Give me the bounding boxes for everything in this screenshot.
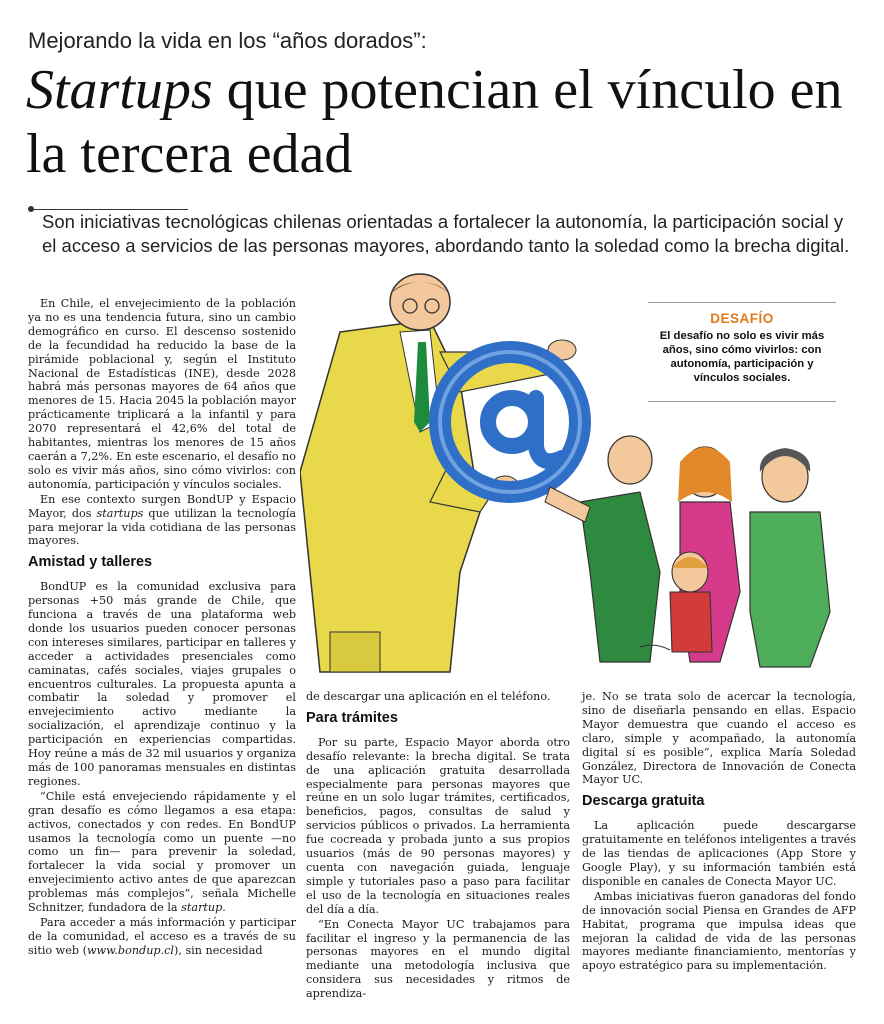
elderly-woman-figure [750,448,830,667]
text-run: En ese contexto surgen BondUP y Espacio Mayor, dos [28,492,296,520]
text-run: “Chile está envejeciendo rápidamente y el gran desafío es cómo llegamos a esa etapa: activos, conectados y con redes. En BondUP usamos la tecnología como un puente —no como un fin— para prevenir la soledad, fortalecer la vida social y promover un envejecimiento activo antes de que aparezcan problemas más complejos”, señala Michelle Schnitzer, fundadora de la [28,789,296,915]
paragraph [28,916,296,958]
text-run: . [222,901,226,915]
paragraph: Ambas iniciativas fueron ganadoras del fondo de innovación social Piensa en Grandes de AFP Habitat, programa que impulsa ideas que mejoran la calidad de vida de las personas mayores mediante financiamiento, mentorías y apoyo estratégico para su implementación. [582,889,856,973]
text-run: Para acceder a más información y participar de la comunidad, el acceso es a través de su sitio web ( [28,915,296,957]
article-dek: Son iniciativas tecnológicas chilenas orientadas a fortalecer la autonomía, la participación social y el acceso a servicios de las personas mayores, abordando tanto la soledad como la brecha digital. [42,211,850,256]
text-run: ), sin necesidad [173,943,263,957]
website-link-text: www.bondup.cl [86,943,174,957]
paragraph: je. No se trata solo de acercar la tecnología, sino de diseñarla pensando en ellas. Espacio Mayor demuestra que cuando el acceso es claro, simple y acompañado, la autonomía digital sí es posible”, explica María Soledad González, Directora de Innovación de Conecta Mayor UC. [582,690,856,787]
headline-italic: Startups [26,59,213,121]
paragraph [28,493,296,549]
text-run: que utilizan la tecnología para mejorar la vida cotidiana de las personas mayores. [28,506,296,548]
paragraph: En Chile, el envejecimiento de la población ya no es una tendencia futura, sino un cambio demográfico en curso. El descenso sostenido de la fecundidad ha reducido la base de la pirámide poblacional y, según el Instituto Nacional de Estadísticas (INE), desde 2028 habrá más personas mayores de 64 años que menores de 15. Hacia 2045 la población mayor prácticamente triplicará a la infantil y para 2070 representará el 42,6% del total de habitantes, mientras los menores de 15 años caerán a 7,2%. En este escenario, el desafío no solo es vivir más años, sino cómo vivirlos: con autonomía, participación y vínculos sociales. [28,297,296,491]
headline-rest: que potencian el vínculo en la tercera edad [26,59,843,185]
column-3 [582,690,856,974]
paragraph: La aplicación puede descargarse gratuitamente en teléfonos inteligentes a través de las tiendas de aplicaciones (App Store y Google Play), y su información también está disponible en canales de Conecta Mayor UC. [582,819,856,888]
subheading-tramites: Para trámites [306,709,398,726]
paragraph: “En Conecta Mayor UC trabajamos para facilitar el ingreso y la permanencia de las personas mayores en el mundo digital mediante una metodología inclusiva que considera sus necesidades y ritmos de aprendiza- [306,917,570,1001]
text-run-italic: startup [181,901,223,915]
article-kicker: Mejorando la vida en los “años dorados”: [28,28,427,53]
text-run-italic: startups [96,506,144,520]
paragraph: Por su parte, Espacio Mayor aborda otro desafío relevante: la brecha digital. Se trata de una aplicación gratuita desarrollada especialmente para personas mayores que reúne en un solo lugar trámites, certificados, beneficios, pagos, consultas de salud y servicios públicos o privados. La herramienta fue cocreada y probada junto a sus propios usuarios (más de 90 personas mayores) y cuenta con navegación guiada, lenguaje simple y tutoriales paso a paso para facilitar el uso de la tecnología en situaciones reales del día a día. [306,735,570,916]
subheading-amistad: Amistad y talleres [28,554,153,571]
subheading-descarga: Descarga gratuita [582,793,705,810]
businessman-figure [300,274,576,672]
paragraph: BondUP es la comunidad exclusiva para personas +50 más grande de Chile, que funciona a través de una plataforma web donde los usuarios pueden conocer personas con intereses similares, participar en talleres y acceder a actividades presenciales como caminatas, cafés sociales, viajes grupales o encuentros culturales. La propuesta apunta a combatir la soledad y promover el envejecimiento activo mediante la socialización, el aprendizaje continuo y la participación en experiencias compartidas. Hoy reúne a más de 32 mil usuarios y organiza más de 100 panoramas mensuales en distintas regiones. [28,580,296,788]
desafio-callout [648,302,836,402]
column-1 [28,297,296,959]
callout-label: DESAFÍO [710,311,774,326]
paragraph: de descargar una aplicación en el teléfono. [306,690,551,703]
child-figure [670,552,712,652]
callout-text: El desafío no solo es vivir más años, sino cómo vivirlos: con autonomía, participación y vínculos sociales. [659,330,825,384]
article-headline [26,58,866,186]
paragraph [28,790,296,915]
column-2 [306,690,570,1002]
